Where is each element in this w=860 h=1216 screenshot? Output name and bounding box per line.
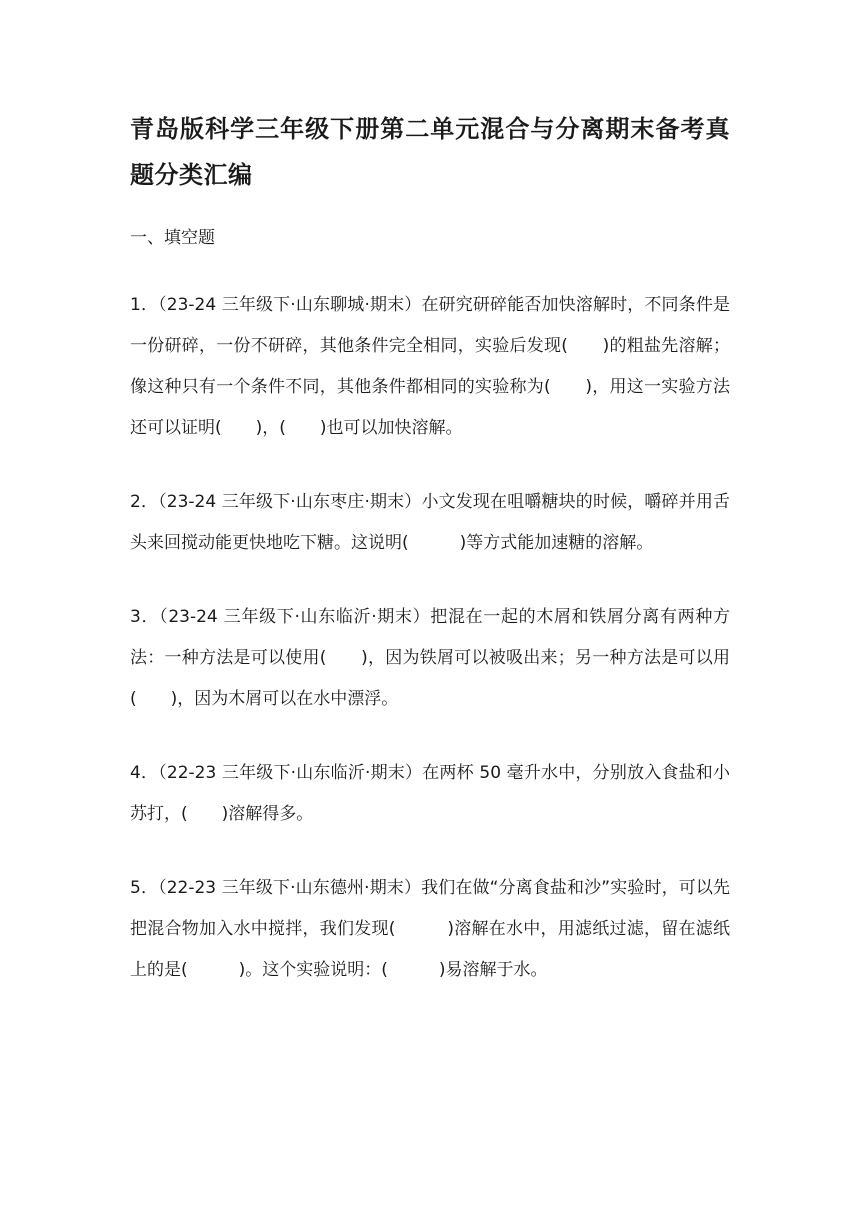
question-5: 5．（22-23 三年级下·山东德州·期末）我们在做“分离食盐和沙”实验时，可以先把混合物加入水中搅拌，我们发现( )溶解在水中，用滤纸过滤，留在滤纸上的是( )。这个实验说明：( )易溶解于水。	[130, 878, 730, 980]
document-page	[130, 106, 730, 991]
question-2: 2．（23-24 三年级下·山东枣庄·期末）小文发现在咀嚼糖块的时候，嚼碎并用舌头来回搅动能更快地吃下糖。这说明( )等方式能加速糖的溶解。	[130, 492, 730, 553]
question-1: 1．（23-24 三年级下·山东聊城·期末）在研究研碎能否加快溶解时，不同条件是一份研碎，一份不研碎，其他条件完全相同，实验后发现( )的粗盐先溶解；像这种只有一个条件不同，其他条件都相同的实验称为( )，用这一实验方法还可以证明( )，( )也可以加快溶解。	[130, 295, 730, 438]
question-3: 3．（23-24 三年级下·山东临沂·期末）把混在一起的木屑和铁屑分离有两种方法：一种方法是可以使用( )，因为铁屑可以被吸出来；另一种方法是可以用( )，因为木屑可以在水中漂浮。	[130, 607, 730, 709]
section-heading: 一、填空题	[130, 228, 215, 248]
question-4: 4．（22-23 三年级下·山东临沂·期末）在两杯 50 毫升水中，分别放入食盐和小苏打，( )溶解得多。	[130, 763, 730, 824]
document-title: 青岛版科学三年级下册第二单元混合与分离期末备考真题分类汇编	[130, 115, 730, 189]
